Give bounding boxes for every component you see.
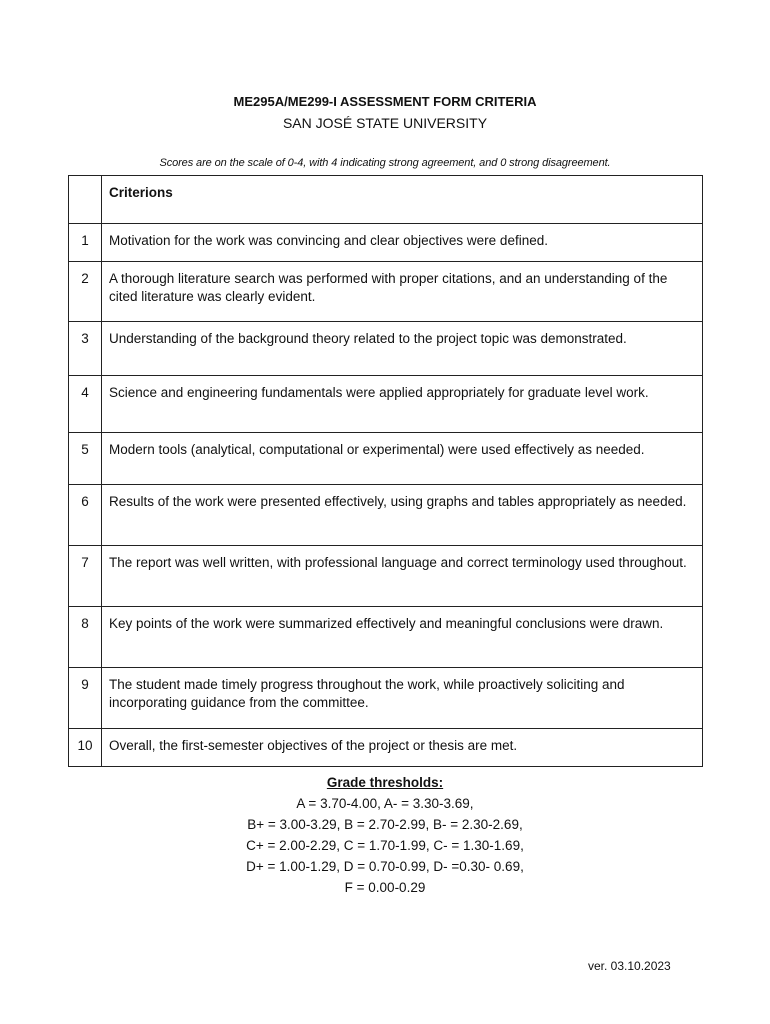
criterion-text: Overall, the first-semester objectives of the project or thesis are met. (102, 729, 703, 767)
table-row (69, 546, 703, 607)
form-title: ME295A/ME299-I ASSESSMENT FORM CRITERIA (233, 94, 537, 109)
criterion-number: 3 (69, 322, 102, 376)
table-row (69, 262, 703, 322)
criterion-number: 9 (69, 668, 102, 729)
grade-line: B+ = 3.00-3.29, B = 2.70-2.99, B- = 2.30-2.69, (247, 817, 523, 832)
grade-thresholds (0, 772, 770, 898)
table-row (69, 485, 703, 546)
criterion-text: Understanding of the background theory related to the project topic was demonstrated. (102, 322, 703, 376)
grade-line: C+ = 2.00-2.29, C = 1.70-1.99, C- = 1.30-1.69, (246, 838, 524, 853)
header-num-cell (69, 176, 102, 224)
criterion-number: 1 (69, 224, 102, 262)
table-row (69, 224, 703, 262)
criterion-text: Key points of the work were summarized effectively and meaningful conclusions were drawn. (102, 607, 703, 668)
criterion-number: 4 (69, 376, 102, 433)
grade-thresholds-heading: Grade thresholds: (326, 775, 444, 790)
table-row (69, 322, 703, 376)
header-criterions: Criterions (102, 176, 703, 224)
criterion-number: 7 (69, 546, 102, 607)
table-row (69, 376, 703, 433)
table-header-row (69, 176, 703, 224)
grade-line: F = 0.00-0.29 (344, 880, 426, 895)
grade-line: A = 3.70-4.00, A- = 3.30-3.69, (296, 796, 474, 811)
criterion-text: Motivation for the work was convincing and clear objectives were defined. (102, 224, 703, 262)
criterion-text: The student made timely progress throughout the work, while proactively soliciting and incorporating guidance from the committee. (102, 668, 703, 729)
table-row (69, 433, 703, 485)
university-name: SAN JOSÉ STATE UNIVERSITY (282, 115, 488, 131)
criterion-text: Science and engineering fundamentals were applied appropriately for graduate level work. (102, 376, 703, 433)
criterion-number: 8 (69, 607, 102, 668)
criterion-number: 5 (69, 433, 102, 485)
table-row (69, 729, 703, 767)
grade-line: D+ = 1.00-1.29, D = 0.70-0.99, D- =0.30- 0.69, (246, 859, 524, 874)
table-row (69, 668, 703, 729)
scale-note: Scores are on the scale of 0-4, with 4 indicating strong agreement, and 0 strong disagreement. (159, 157, 611, 169)
table-row (69, 607, 703, 668)
criterion-number: 2 (69, 262, 102, 322)
criterion-text: Results of the work were presented effectively, using graphs and tables appropriately as needed. (102, 485, 703, 546)
criterion-text: The report was well written, with professional language and correct terminology used throughout. (102, 546, 703, 607)
version-label: ver. 03.10.2023 (588, 959, 671, 973)
criterion-number: 10 (69, 729, 102, 767)
criterion-text: Modern tools (analytical, computational or experimental) were used effectively as needed. (102, 433, 703, 485)
criteria-table (68, 175, 703, 767)
criterion-number: 6 (69, 485, 102, 546)
criterion-text: A thorough literature search was performed with proper citations, and an understanding of the cited literature was clearly evident. (102, 262, 703, 322)
